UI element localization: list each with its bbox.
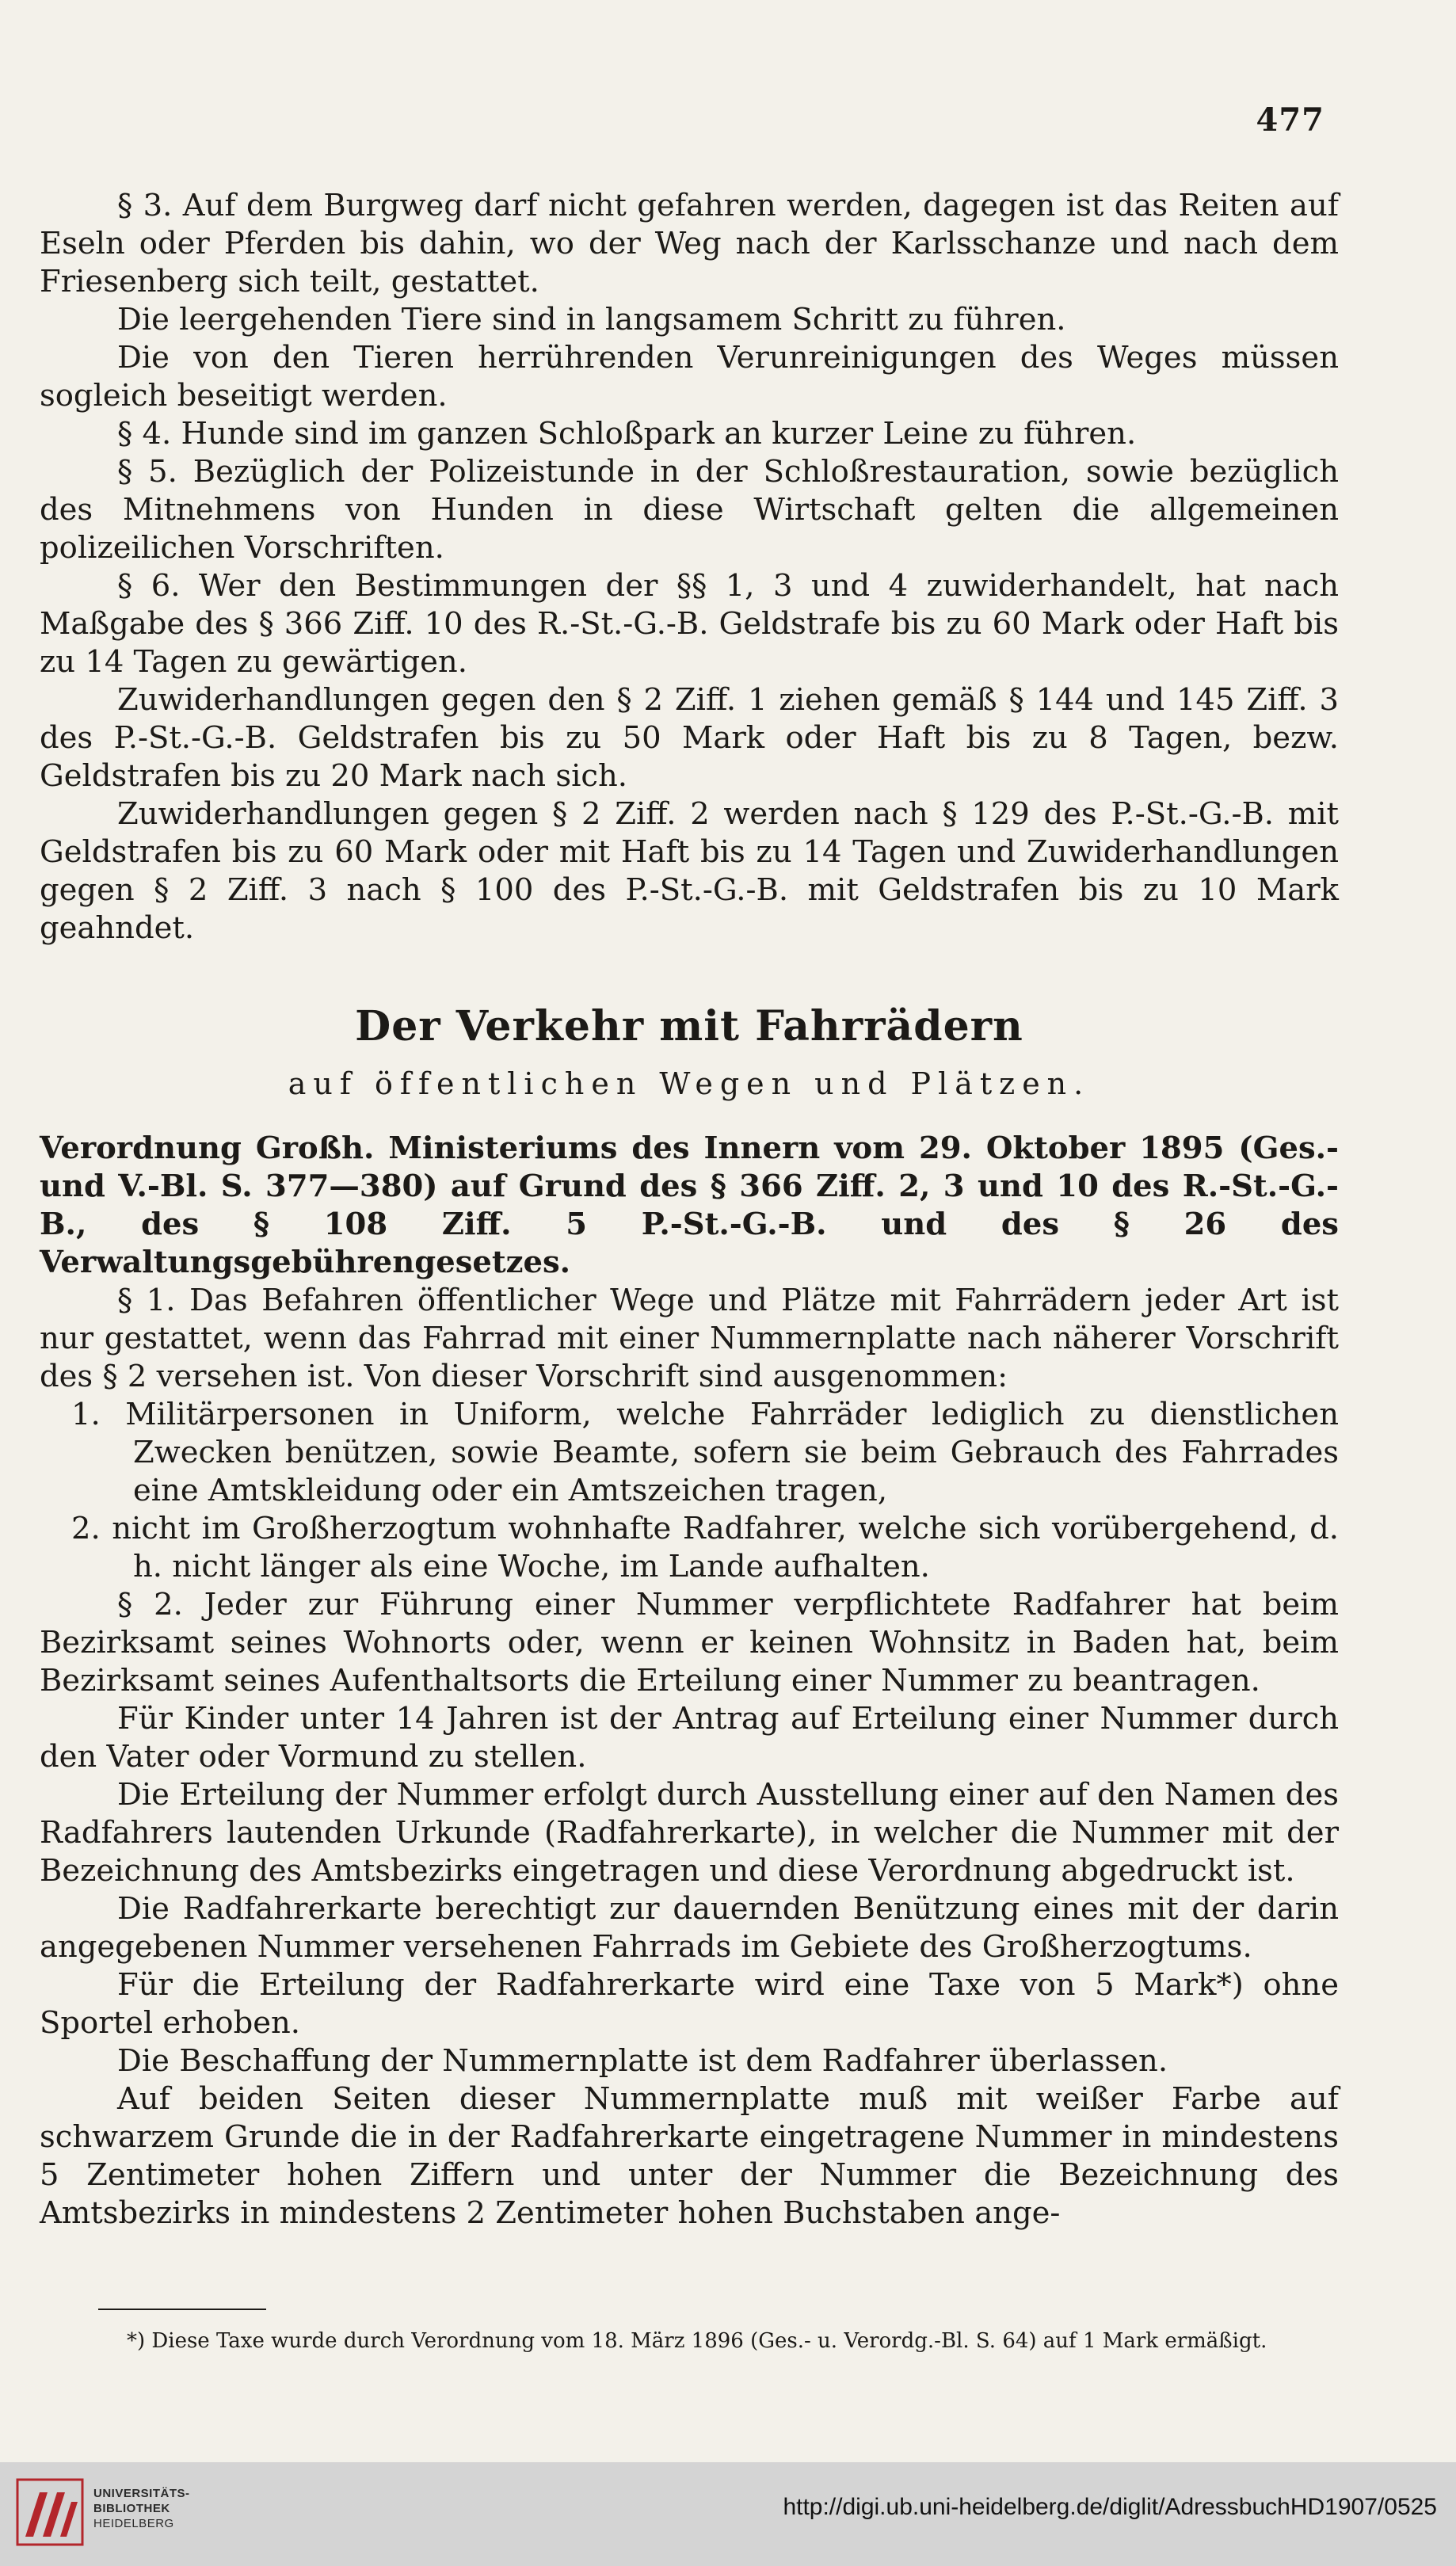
paragraph-s3: § 3. Auf dem Burgweg darf nicht gefahren werden, dagegen ist das Reiten auf Eseln oder Pferden bis dahin, wo der Weg nach der Karlsschanze und nach dem Friesenberg sich teilt, gestattet. [40, 188, 1339, 299]
list-item: 2. nicht im Großherzogtum wohnhafte Radfahrer, welche sich vorübergehend, d. h. nicht länger als eine Woche, im Lande aufhalten. [71, 1511, 1339, 1584]
library-footer-bar [0, 2462, 1456, 2566]
decree-paragraph: Verordnung Großh. Ministeriums des Innern vom 29. Oktober 1895 (Ges.- und V.-Bl. S. 377—380) auf Grund des § 366 Ziff. 2, 3 und 10 des R.-St.-G.-B., des § 108 Ziff. 5 P.-St.-G.-B. und des § 26 des Verwaltungsgebührengesetzes. [40, 1130, 1339, 1280]
library-name-line: BIBLIOTHEK [93, 2502, 170, 2515]
university-library-logo-icon [16, 2478, 84, 2546]
paragraph-animals: Die leergehenden Tiere sind in langsamem Schritt zu führen. [117, 302, 1066, 337]
source-url-link[interactable]: http://digi.ub.uni-heidelberg.de/diglit/AdressbuchHD1907/0525 [783, 2494, 1437, 2520]
library-name [93, 2486, 190, 2531]
list-item: 1. Militärpersonen in Uniform, welche Fahrräder lediglich zu dienstlichen Zwecken benützen, sowie Beamte, sofern sie beim Gebrauch des Fahrrades eine Amtskleidung oder ein Amtszeichen tragen, [71, 1397, 1339, 1508]
page-content [40, 187, 1339, 2232]
paragraph-s6: § 6. Wer den Bestimmungen der §§ 1, 3 und 4 zuwiderhandelt, hat nach Maßgabe des § 366 Ziff. 10 des R.-St.-G.-B. Geldstrafe bis zu 60 Mark oder Haft bis zu 14 Tagen zu gewärtigen. [40, 568, 1339, 680]
section-heading: Der Verkehr mit Fahrrädern [355, 1002, 1023, 1050]
library-name-line: UNIVERSITÄTS- [93, 2487, 190, 2500]
footnote-divider [98, 2309, 266, 2310]
footnote: *) Diese Taxe wurde durch Verordnung vom 18. März 1896 (Ges.- u. Verordg.-Bl. S. 64) auf 1 Mark ermäßigt. [127, 2329, 1267, 2353]
paragraph-violations-2: Zuwiderhandlungen gegen § 2 Ziff. 2 werden nach § 129 des P.-St.-G.-B. mit Geldstrafen bis zu 60 Mark oder mit Haft bis zu 14 Tagen und Zuwiderhandlungen gegen § 2 Ziff. 3 nach § 100 des P.-St.-G.-B. mit Geldstrafen bis zu 10 Mark geahndet. [40, 796, 1339, 946]
paragraph-fee: Für die Erteilung der Radfahrerkarte wird eine Taxe von 5 Mark*) ohne Sportel erhoben. [40, 1967, 1339, 2041]
paragraph-children: Für Kinder unter 14 Jahren ist der Antrag auf Erteilung einer Nummer durch den Vater oder Vormund zu stellen. [40, 1701, 1339, 1775]
paragraph-card-validity: Die Radfahrerkarte berechtigt zur dauernden Benützung eines mit der darin angegebenen Nummer versehenen Fahrrads im Gebiete des Großherzogtums. [40, 1891, 1339, 1965]
paragraph-issuance: Die Erteilung der Nummer erfolgt durch Ausstellung einer auf den Namen des Radfahrers lautenden Urkunde (Radfahrerkarte), in welcher die Nummer mit der Bezeichnung des Amtsbezirks eingetragen und diese Verordnung abgedruckt ist. [40, 1777, 1339, 1889]
page-number: 477 [1256, 101, 1325, 139]
section-subheading: auf öffentlichen Wegen und Plätzen. [288, 1066, 1091, 1101]
paragraph-bicycle-s2: § 2. Jeder zur Führung einer Nummer verpflichtete Radfahrer hat beim Bezirksamt seines Wohnorts oder, wenn er keinen Wohnsitz in Baden hat, beim Bezirksamt seines Aufenthaltsorts die Erteilung einer Nummer zu beantragen. [40, 1587, 1339, 1699]
paragraph-violations-1: Zuwiderhandlungen gegen den § 2 Ziff. 1 ziehen gemäß § 144 und 145 Ziff. 3 des P.-St.-G.-B. Geldstrafen bis zu 50 Mark oder Haft bis zu 8 Tagen, bezw. Geldstrafen bis zu 20 Mark nach sich. [40, 682, 1339, 794]
paragraph-bicycle-s1: § 1. Das Befahren öffentlicher Wege und Plätze mit Fahrrädern jeder Art ist nur gestattet, wenn das Fahrrad mit einer Nummernplatte nach näherer Vorschrift des § 2 versehen ist. Von dieser Vorschrift sind ausgenommen: [40, 1283, 1339, 1394]
paragraph-number-plate: Die Beschaffung der Nummernplatte ist dem Radfahrer überlassen. [117, 2043, 1168, 2079]
library-name-line: HEIDELBERG [93, 2517, 174, 2530]
paragraph-plate-spec: Auf beiden Seiten dieser Nummernplatte muß mit weißer Farbe auf schwarzem Grunde die in der Radfahrerkarte eingetragene Nummer in mindestens 5 Zentimeter hohen Ziffern und unter der Nummer die Bezeichnung des Amtsbezirks in mindestens 2 Zentimeter hohen Buchstaben ange- [40, 2081, 1339, 2231]
paragraph-cleaning: Die von den Tieren herrührenden Verunreinigungen des Weges müssen sogleich beseitigt werden. [40, 340, 1339, 414]
paragraph-s5: § 5. Bezüglich der Polizeistunde in der Schloßrestauration, sowie bezüglich des Mitnehmens von Hunden in diese Wirtschaft gelten die allgemeinen polizeilichen Vorschriften. [40, 454, 1339, 566]
paragraph-s4: § 4. Hunde sind im ganzen Schloßpark an kurzer Leine zu führen. [117, 416, 1137, 452]
